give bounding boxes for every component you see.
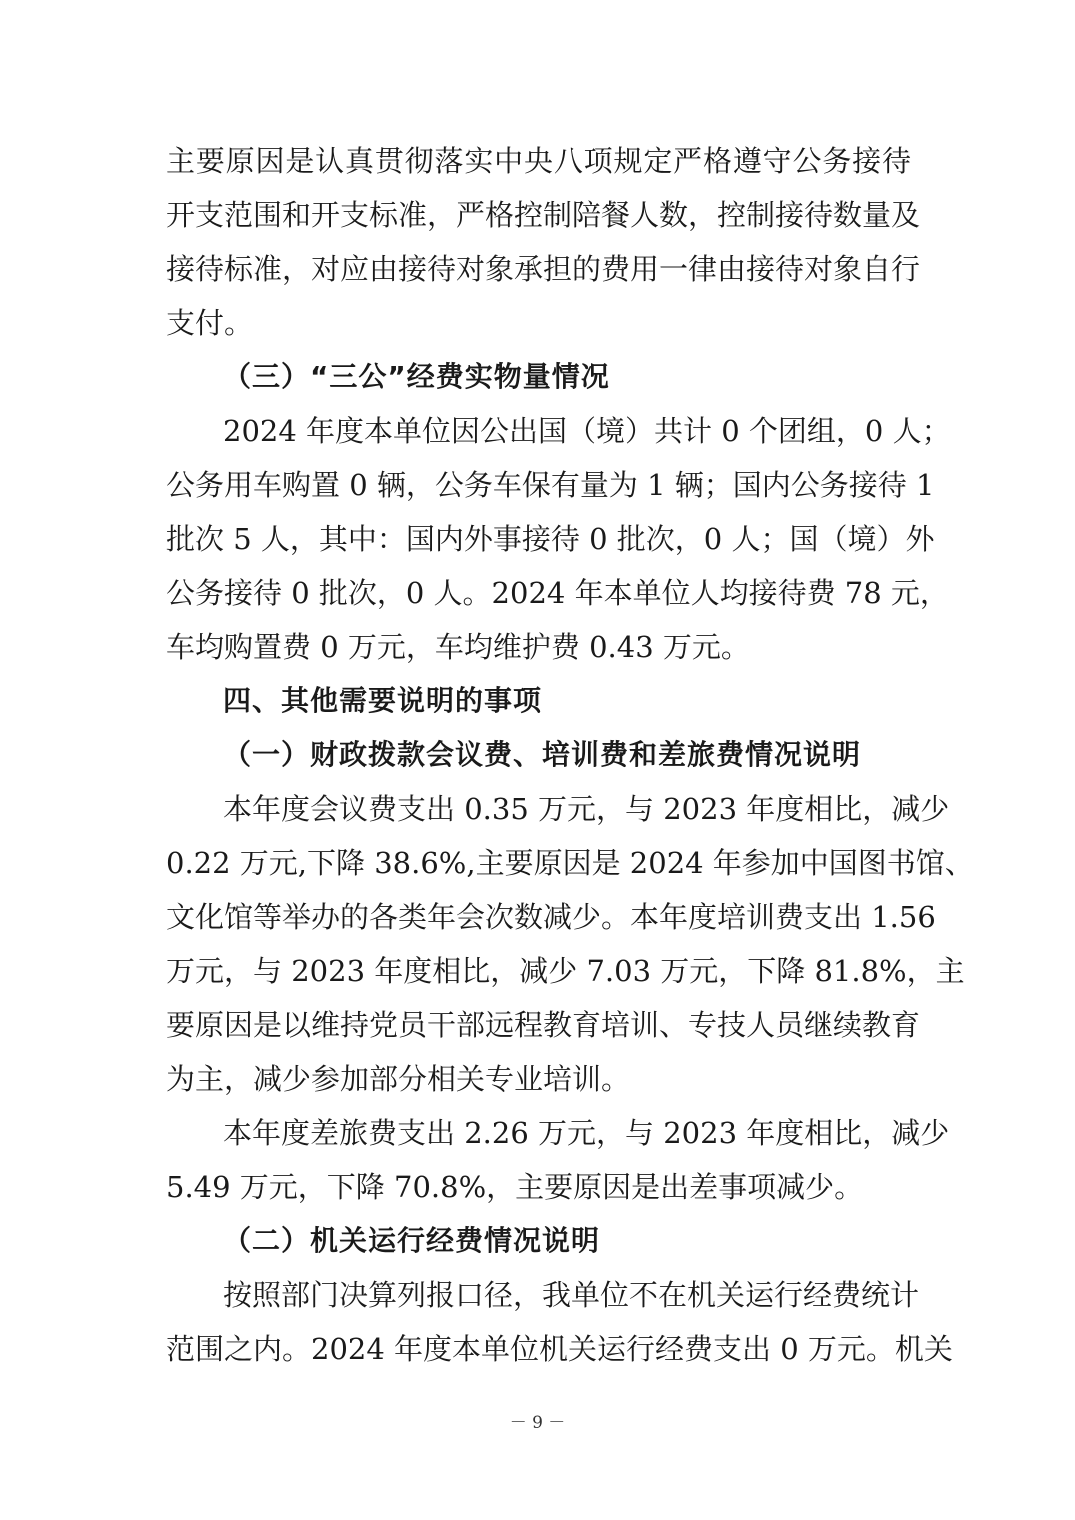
subsection-heading: （三）“三公”经费实物量情况 [223, 360, 610, 393]
body-text-line: 要原因是以维持党员干部远程教育培训、专技人员继续教育 [166, 1008, 921, 1042]
body-text-line: 0.22 万元,下降 38.6%,主要原因是 2024 年参加中国图书馆、 [166, 846, 974, 880]
body-text-line: 本年度差旅费支出 2.26 万元，与 2023 年度相比，减少 [223, 1116, 950, 1150]
body-text-line: 接待标准，对应由接待对象承担的费用一律由接待对象自行 [166, 252, 921, 286]
body-text-line: 5.49 万元，下降 70.8%，主要原因是出差事项减少。 [166, 1170, 864, 1204]
body-text-line: 开支范围和开支标准，严格控制陪餐人数，控制接待数量及 [166, 198, 921, 232]
section-heading: 四、其他需要说明的事项 [223, 684, 543, 717]
body-text-line: 主要原因是认真贯彻落实中央八项规定严格遵守公务接待 [166, 144, 911, 178]
subsection-heading: （一）财政拨款会议费、培训费和差旅费情况说明 [223, 738, 862, 771]
body-text-line: 公务接待 0 批次，0 人。2024 年本单位人均接待费 78 元， [166, 576, 949, 610]
body-text-line: 支付。 [166, 306, 254, 340]
body-text-line: 万元，与 2023 年度相比，减少 7.03 万元，下降 81.8%，主 [166, 954, 965, 988]
body-text-line: 本年度会议费支出 0.35 万元，与 2023 年度相比，减少 [223, 792, 950, 826]
body-text-line: 范围之内。2024 年度本单位机关运行经费支出 0 万元。机关 [166, 1332, 953, 1366]
body-text-line: 为主，减少参加部分相关专业培训。 [166, 1062, 631, 1096]
body-text-line: 文化馆等举办的各类年会次数减少。本年度培训费支出 1.56 [166, 900, 936, 934]
page-number: － 9 － [509, 1413, 566, 1433]
subsection-heading: （二）机关运行经费情况说明 [223, 1224, 601, 1257]
body-text-line: 按照部门决算列报口径，我单位不在机关运行经费统计 [223, 1278, 920, 1312]
body-text-line: 公务用车购置 0 辆，公务车保有量为 1 辆；国内公务接待 1 [166, 468, 935, 502]
body-text-line: 车均购置费 0 万元，车均维护费 0.43 万元。 [166, 630, 750, 664]
body-text-line: 批次 5 人，其中：国内外事接待 0 批次，0 人；国（境）外 [166, 522, 935, 556]
body-text-line: 2024 年度本单位因公出国（境）共计 0 个团组，0 人； [223, 414, 951, 448]
